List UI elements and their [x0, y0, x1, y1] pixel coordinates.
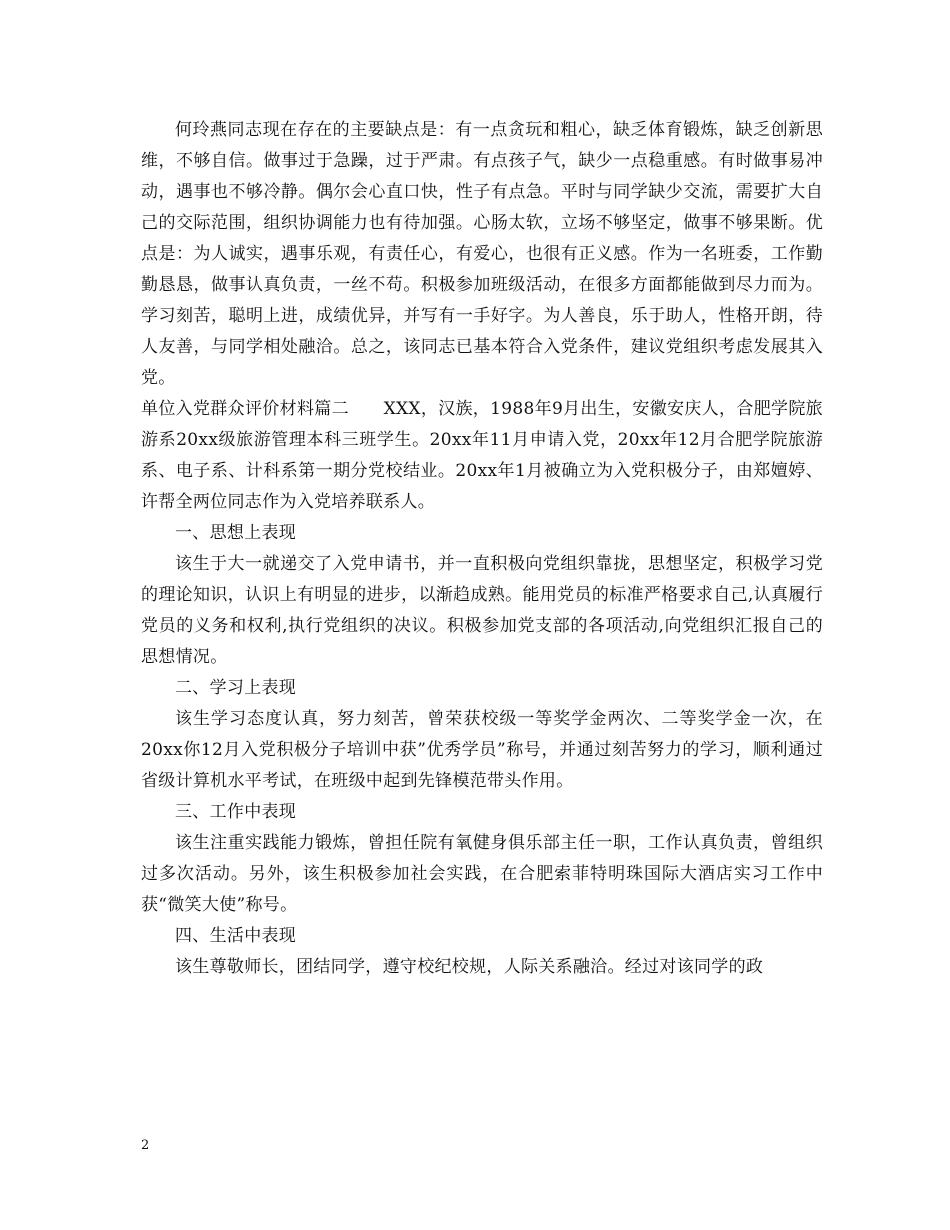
document-body [141, 115, 823, 983]
paragraph-study: 该生学习态度认真，努力刻苦，曾荣获校级一等奖学金两次、二等奖学金一次，在20xx你12月入党积极分子培训中获”优秀学员”称号，并通过刻苦努力的学习，顺利通过省级计算机水平考试，在班级中起到先锋模范带头作用。 [141, 709, 823, 791]
section-heading-study: 二、学习上表现 [175, 678, 297, 698]
paragraph-part-two-intro: 单位入党群众评价材料篇二 XXX，汉族，1988年9月出生，安徽安庆人，合肥学院旅游系20xx级旅游管理本科三班学生。20xx年11月申请入党，20xx年12月合肥学院旅游系、电子系、计科系第一期分党校结业。20xx年1月被确立为入党积极分子，由郑嬗婷、许帮全两位同志作为入党培养联系人。 [141, 399, 823, 512]
paragraph-ideology: 该生于大一就递交了入党申请书，并一直积极向党组织靠拢，思想坚定，积极学习党的理论知识，认识上有明显的进步，以渐趋成熟。能用党员的标准严格要求自己,认真履行党员的义务和权利,执行党组织的决议。积极参加党支部的各项活动,向党组织汇报自己的思想情况。 [141, 554, 823, 667]
page-number: 2 [141, 1138, 150, 1153]
section-heading-life: 四、生活中表现 [175, 926, 297, 946]
paragraph-work: 该生注重实践能力锻炼，曾担任院有氧健身俱乐部主任一职，工作认真负责，曾组织过多次活动。另外，该生积极参加社会实践，在合肥索菲特明珠国际大酒店实习工作中获“微笑大使”称号。 [141, 833, 823, 915]
section-heading-ideology: 一、思想上表现 [175, 523, 297, 543]
paragraph-life: 该生尊敬师长，团结同学，遵守校纪校规，人际关系融洽。经过对该同学的政 [175, 957, 764, 977]
section-heading-work: 三、工作中表现 [175, 802, 297, 822]
paragraph-evaluation-summary: 何玲燕同志现在存在的主要缺点是：有一点贪玩和粗心，缺乏体育锻炼，缺乏创新思维，不够自信。做事过于急躁，过于严肃。有点孩子气，缺少一点稳重感。有时做事易冲动，遇事也不够冷静。偶尔会心直口快，性子有点急。平时与同学缺少交流，需要扩大自己的交际范围，组织协调能力也有待加强。心肠太软，立场不够坚定，做事不够果断。优点是：为人诚实，遇事乐观，有责任心，有爱心，也很有正义感。作为一名班委，工作勤勤恳恳，做事认真负责，一丝不苟。积极参加班级活动，在很多方面都能做到尽力而为。学习刻苦，聪明上进，成绩优异，并写有一手好字。为人善良，乐于助人，性格开朗，待人友善，与同学相处融洽。总之，该同志已基本符合入党条件，建议党组织考虑发展其入党。 [141, 120, 823, 388]
